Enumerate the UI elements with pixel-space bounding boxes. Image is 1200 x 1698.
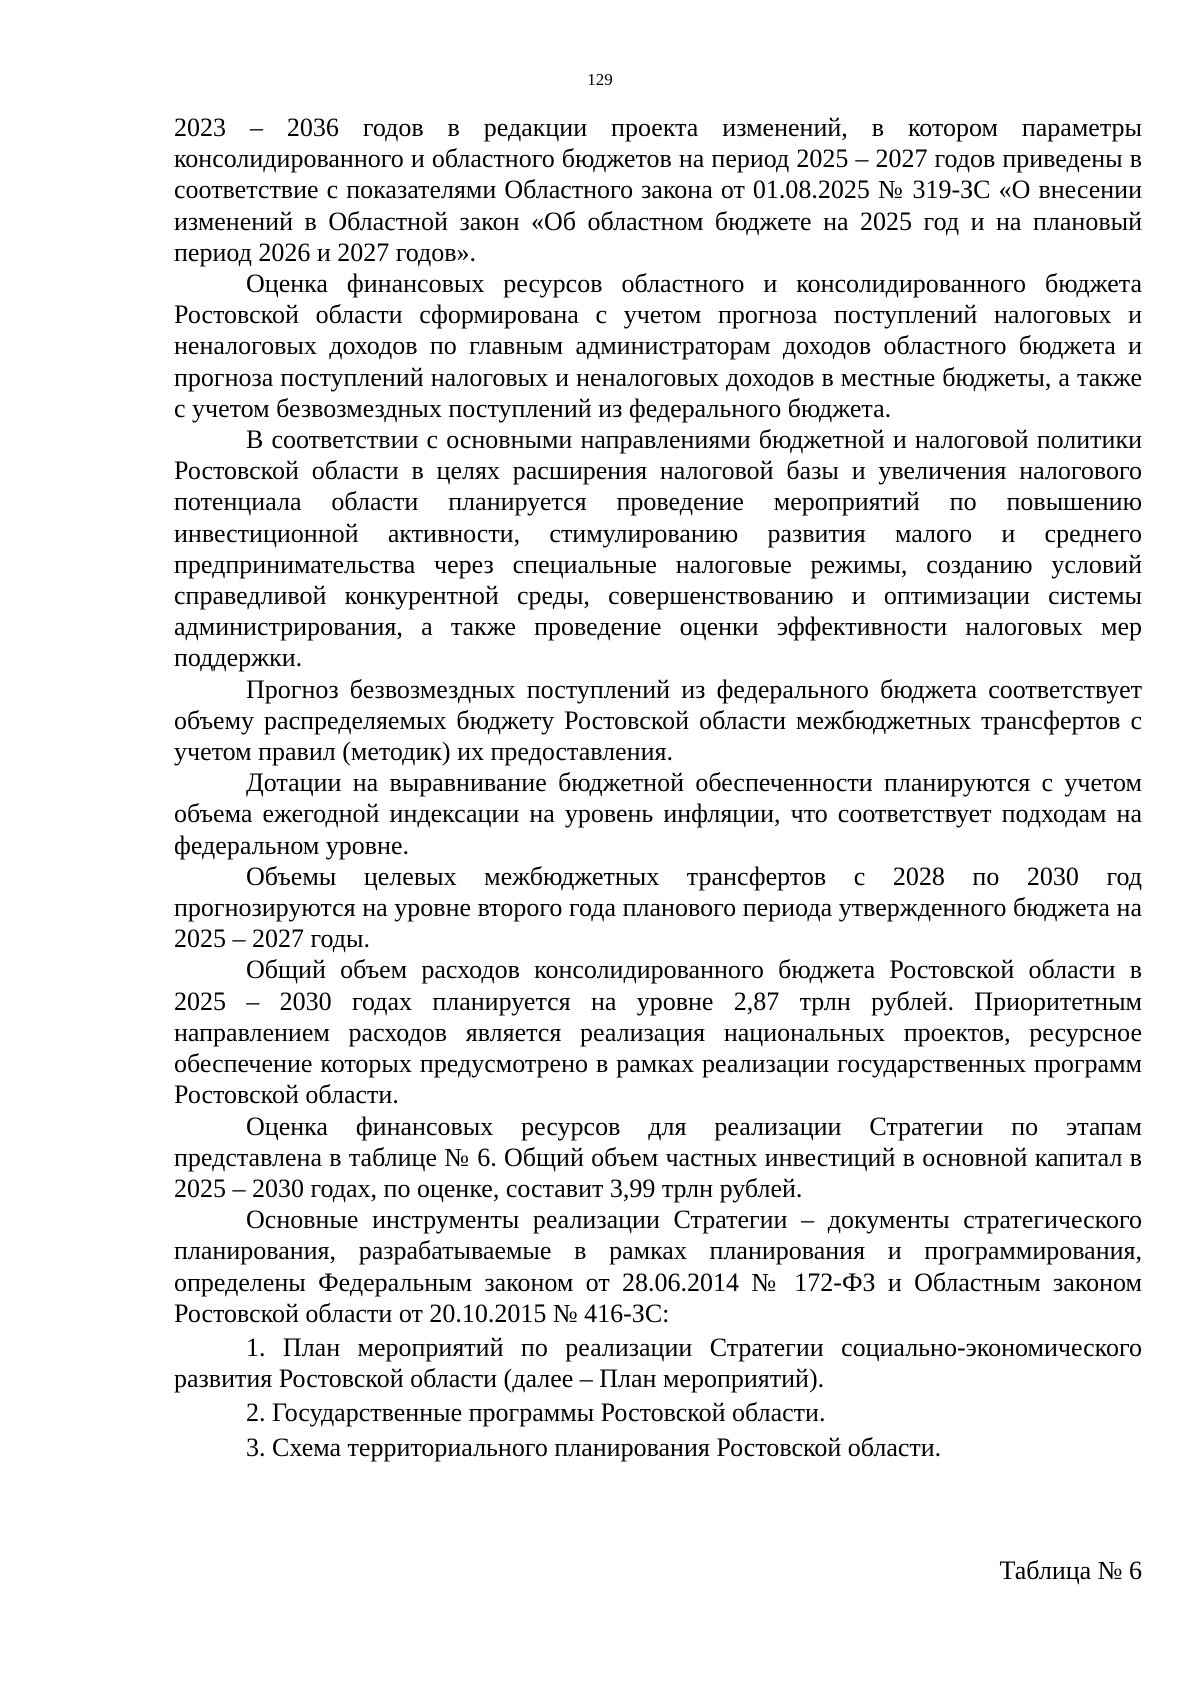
- paragraph-instruments: Основные инструменты реализации Стратегии – документы стратегического планирования, разрабатываемые в рамках планирования и программирования, определены Федеральным законом от 28.06.2014 № 172-ФЗ и Областным законом Ростовской области от 20.10.2015 № 416-ЗС:: [174, 1205, 1142, 1328]
- table-caption: Таблица № 6: [999, 1556, 1142, 1585]
- paragraph-federal-transfers: Прогноз безвозмездных поступлений из федерального бюджета соответствует объему распределяемых бюджету Ростовской области межбюджетных трансфертов с учетом правил (методик) их предоставления.: [174, 674, 1142, 767]
- paragraph-subsidies: Дотации на выравнивание бюджетной обеспеченности планируются с учетом объема ежегодной индексации на уровень инфляции, что соответствует подходам на федеральном уровне.: [174, 768, 1142, 860]
- document-body: [174, 112, 1142, 1463]
- paragraph-strategy-assessment: Оценка финансовых ресурсов для реализации Стратегии по этапам представлена в таблице № 6. Общий объем частных инвестиций в основной капитал в 2025 – 2030 годах, по оценке, составит 3,99 трлн рублей.: [174, 1111, 1142, 1203]
- paragraph-tax-policy: В соответствии с основными направлениями бюджетной и налоговой политики Ростовской области в целях расширения налоговой базы и увеличения налогового потенциала области планируется проведение мероприятий по повышению инвестиционной активности, стимулированию развития малого и среднего предпринимательства через специальные налоговые режимы, созданию условий справедливой конкурентной среды, совершенствованию и оптимизации системы администрирования, а также проведение оценки эффективности налоговых мер поддержки.: [174, 425, 1142, 673]
- paragraph-target-transfers: Объемы целевых межбюджетных трансфертов с 2028 по 2030 год прогнозируются на уровне второго года планового периода утвержденного бюджета на 2025 – 2027 годы.: [174, 861, 1142, 954]
- list-item: 2. Государственные программы Ростовской области.: [246, 1398, 826, 1428]
- list-item: 3. Схема территориального планирования Ростовской области.: [246, 1432, 942, 1462]
- page-number: 129: [587, 70, 613, 89]
- paragraph-expenditures: Общий объем расходов консолидированного бюджета Ростовской области в 2025 – 2030 годах планируется на уровне 2,87 трлн рублей. Приоритетным направлением расходов является реализация национальных проектов, ресурсное обеспечение которых предусмотрено в рамках реализации государственных программ Ростовской области.: [174, 955, 1142, 1110]
- list-item: 1. План мероприятий по реализации Стратегии социально-экономического развития Ростовской области (далее – План мероприятий).: [174, 1332, 1142, 1394]
- paragraph-continuation: 2023 – 2036 годов в редакции проекта изменений, в котором параметры консолидированного и областного бюджетов на период 2025 – 2027 годов приведены в соответствие с показателями Областного закона от 01.08.2025 № 319-ЗС «О внесении изменений в Областной закон «Об областном бюджете на 2025 год и на плановый период 2026 и 2027 годов».: [174, 113, 1142, 267]
- paragraph-financial-resources: Оценка финансовых ресурсов областного и консолидированного бюджета Ростовской области сформирована с учетом прогноза поступлений налоговых и неналоговых доходов по главным администраторам доходов областного бюджета и прогноза поступлений налоговых и неналоговых доходов в местные бюджеты, а также с учетом безвозмездных поступлений из федерального бюджета.: [174, 269, 1142, 423]
